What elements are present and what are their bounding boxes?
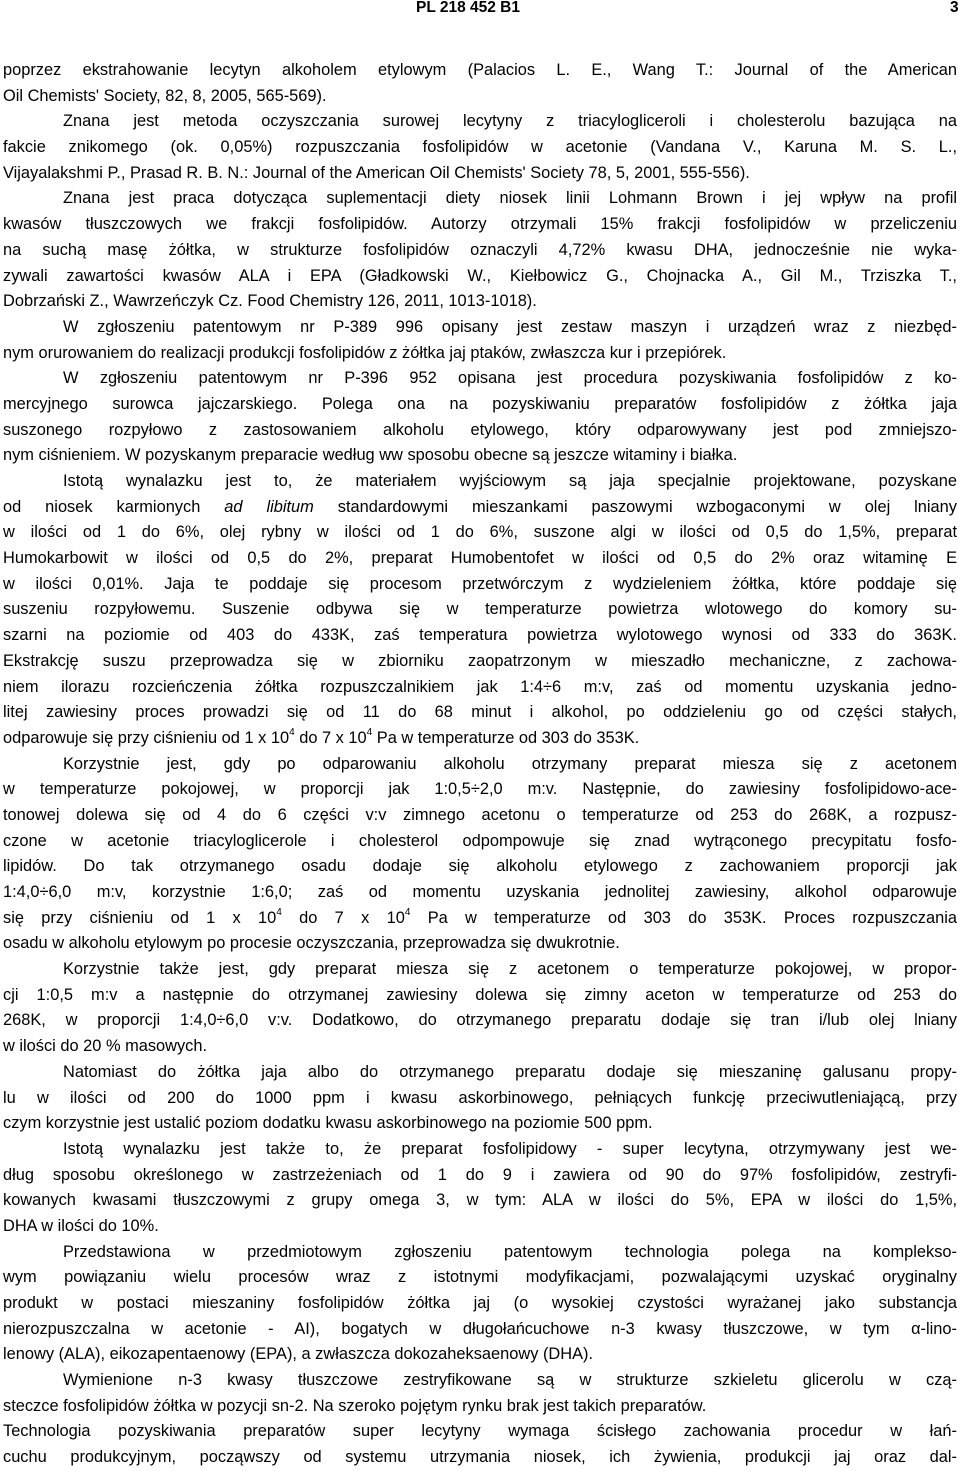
text-line: od niosek karmionych ad libitum standardowymi mieszankami paszowymi wzbogaconymi w olej lniany (3, 497, 957, 516)
text-line: lenowy (ALA), eikozapentaenowy (EPA), a zwłaszcza dokozaheksaenowy (DHA). (3, 1345, 594, 1364)
text-line: dług sposobu określonego w zastrzeżeniach od 1 do 9 i zawiera od 90 do 97% fosfolipidów, zestryfi- (3, 1165, 957, 1184)
text-line: niem ilorazu rozcieńczenia żółtka rozpuszczalnikiem jak 1:4÷6 m:v, zaś od momentu uzyskania jedno- (3, 677, 957, 696)
text-line: w ilości 0,01%. Jaja te poddaje się procesom przetwórczym z wydzieleniem żółtka, które poddaje się (3, 574, 957, 593)
text-line: Istotą wynalazku jest to, że materiałem wyjściowym są jaja specjalnie projektowane, pozyskane (63, 472, 957, 490)
text-line: kwasów tłuszczowych we frakcji fosfolipidów. Autorzy otrzymali 15% frakcji fosfolipidów w przeliczeniu (3, 215, 957, 234)
text-line: Vijayalakshmi P., Prasad R. B. N.: Journal of the American Oil Chemists' Society 78, 5, 2001, 555-556). (3, 163, 750, 182)
text-line: 268K, w proporcji 1:4,0÷6,0 v:v. Dodatkowo, do otrzymanego preparatu dodaje się tran i/lub olej lniany (3, 1011, 957, 1030)
text-line: Istotą wynalazku jest także to, że preparat fosfolipidowy - super lecytyna, otrzymywany jest we- (63, 1139, 957, 1158)
document-body (3, 58, 957, 1471)
text-line: Oil Chemists' Society, 82, 8, 2005, 565-569). (3, 86, 327, 105)
text-line: 1:4,0÷6,0 m:v, korzystnie 1:6,0; zaś od momentu uzyskania jednolitej zawiesiny, alkohol odparowuje (3, 883, 957, 901)
text-line: nym ciśnieniem. W pozyskanym preparacie według ww sposobu obecne są jeszcze witaminy i białka. (3, 446, 738, 465)
text-line: fakcie znikomego (ok. 0,05%) rozpuszczania fosfolipidów w acetonie (Vandana V., Karuna M. S. L., (3, 138, 957, 157)
text-line: wym powiązaniu wielu procesów wraz z istotnymi modyfikacjami, pozwalającymi uzyskać oryginalny (3, 1268, 957, 1287)
text-line: Technologia pozyskiwania preparatów super lecytyny wymaga ścisłego zachowania procedur w łań- (3, 1422, 957, 1441)
text-line: Znana jest praca dotycząca suplementacji diety niosek linii Lohmann Brown i jej wpływ na profil (63, 189, 957, 208)
text-line: produkt w postaci mieszaniny fosfolipidów żółtka jaj (o wysokiej czystości wyrażanej jako substancja (3, 1294, 957, 1312)
text-line: czone w acetonie triacyloglicerole i cholesterol odpompowuje się znad wytrąconego precypitatu fosfo- (3, 831, 957, 850)
text-line: czym korzystnie jest ustalić poziom dodatku kwasu askorbinowego na poziomie 500 ppm. (3, 1114, 653, 1133)
text-line: zywali zawartości kwasów ALA i EPA (Gładkowski W., Kiełbowicz G., Chojnacka A., Gil M., Trziszka T., (3, 266, 957, 285)
text-line: szarni na poziomie od 403 do 433K, zaś temperatura powietrza wylotowego wynosi od 333 do 363K. (3, 626, 957, 645)
text-line: Dobrzański Z., Wawrzeńczyk Cz. Food Chemistry 126, 2011, 1013-1018). (3, 292, 537, 311)
text-line: odparowuje się przy ciśnieniu od 1 x $10^4$ do 7 x $10^4$ Pa w temperaturze od 303 do 353K. (3, 727, 640, 747)
text-line: osadu w alkoholu etylowym po procesie oczyszczania, przeprowadza się dwukrotnie. (3, 934, 620, 953)
text-line: suszeniu rozpyłowemu. Suszenie odbywa się w temperaturze powietrza wlotowego do komory su- (3, 600, 957, 619)
text-line: w temperaturze pokojowej, w proporcji jak 1:0,5÷2,0 m:v. Następnie, do zawiesiny fosfolipidowo-ace- (3, 780, 957, 799)
text-line: w ilości od 1 do 6%, olej rybny w ilości od 1 do 6%, suszone algi w ilości od 0,5 do 1,5%, preparat (3, 523, 957, 542)
text-line: tonowej dolewa się od 4 do 6 części v:v zimnego acetonu o temperaturze od 253 do 268K, a rozpusz- (3, 805, 957, 824)
text-line: poprzez ekstrahowanie lecytyn alkoholem etylowym (Palacios L. E., Wang T.: Journal of the American (3, 61, 957, 79)
text-line: się przy ciśnieniu od 1 x $10^4$ do 7 x $10^4$ Pa w temperaturze od 303 do 353K. Proces rozpuszczania (3, 907, 957, 927)
page-header (0, 0, 960, 16)
text-line: Humokarbowit w ilości od 0,5 do 2%, preparat Humobentofet w ilości od 0,5 do 2% oraz witaminę E (3, 549, 957, 568)
text-line: W zgłoszeniu patentowym nr P-389 996 opisany jest zestaw maszyn i urządzeń wraz z niezbęd- (63, 317, 957, 336)
text-line: kowanych kwasami tłuszczowymi z grupy omega 3, w tym: ALA w ilości do 5%, EPA w ilości do 1,5%, (3, 1191, 957, 1210)
text-line: lu w ilości od 200 do 1000 ppm i kwasu askorbinowego, pełniących funkcję przeciwutleniającą, przy (3, 1088, 957, 1107)
text-line: nym orurowaniem do realizacji produkcji fosfolipidów z żółtka jaj ptaków, zwłaszcza kur i przepiórek. (3, 343, 727, 362)
patent-number: PL 218 452 B1 (416, 0, 520, 16)
text-line: Wymienione n-3 kwasy tłuszczowe zestryfikowane są w strukturze szkieletu glicerolu w czą- (63, 1371, 957, 1390)
page-number: 3 (950, 0, 959, 16)
text-line: mercyjnego surowca jajczarskiego. Polega ona na pozyskiwaniu preparatów fosfolipidów z żółtka jaja (3, 394, 957, 413)
text-line: cji 1:0,5 m:v a następnie do otrzymanej zawiesiny dolewa się zimny aceton w temperaturze od 253 do (3, 985, 957, 1004)
text-line: cuchu produkcyjnym, począwszy od systemu utrzymania niosek, ich żywienia, produkcji jaj oraz dal- (3, 1448, 957, 1467)
text-line: DHA w ilości do 10%. (3, 1216, 159, 1235)
text-line: Natomiast do żółtka jaja albo do otrzymanego preparatu dodaje się mieszaninę galusanu propy- (63, 1062, 957, 1081)
text-line: Korzystnie jest, gdy po odparowaniu alkoholu otrzymany preparat miesza się z acetonem (63, 754, 957, 773)
text-line: W zgłoszeniu patentowym nr P-396 952 opisana jest procedura pozyskiwania fosfolipidów z ko- (63, 369, 957, 388)
text-line: Znana jest metoda oczyszczania surowej lecytyny z triacylogliceroli i cholesterolu bazująca na (63, 112, 957, 131)
text-line: Przedstawiona w przedmiotowym zgłoszeniu patentowym technologia polega na komplekso- (63, 1242, 957, 1261)
text-line: Ekstrakcję suszu przeprowadza się w zbiorniku zaopatrzonym w mieszadło mechaniczne, z zachowa- (3, 651, 957, 670)
text-line: w ilości do 20 % masowych. (3, 1037, 208, 1056)
text-line: lipidów. Do tak otrzymanego osadu dodaje się alkoholu etylowego z zachowaniem proporcji jak (3, 857, 957, 876)
text-line: nierozpuszczalna w acetonie - AI), bogatych w długołańcuchowe n-3 kwasy tłuszczowe, w tym α-lino- (3, 1319, 957, 1338)
text-line: suszonego rozpyłowo z zastosowaniem alkoholu etylowego, który odparowywany jest pod zmniejszo- (3, 420, 957, 439)
text-line: litej zawiesiny proces prowadzi się od 11 do 68 minut i alkohol, po oddzieleniu go od części stałych, (3, 703, 957, 722)
text-line: Korzystnie także jest, gdy preparat miesza się z acetonem o temperaturze pokojowej, w propor- (63, 960, 957, 979)
text-line: na suchą masę żółtka, w strukturze fosfolipidów oznaczyli 4,72% kwasu DHA, jednocześnie nie wyka- (3, 240, 957, 259)
text-line: steczce fosfolipidów żółtka w pozycji sn-2. Na szeroko pojętym rynku brak jest takich preparatów. (3, 1396, 707, 1415)
